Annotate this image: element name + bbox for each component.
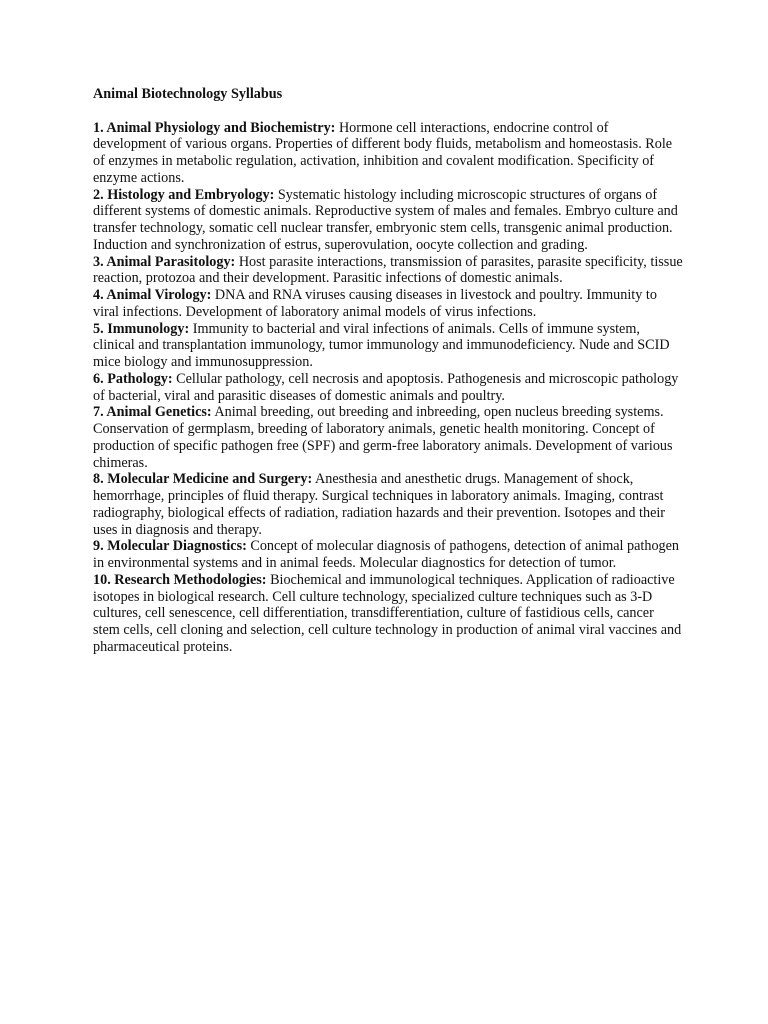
section-text: Animal breeding, out breeding and inbreeding, open nucleus breeding systems. Conservation of germplasm, breeding of laboratory animals, genetic health monitoring. Concept of production of specific pathogen free (SPF) and germ-free laboratory animals. Development of various chimeras. bbox=[93, 404, 673, 471]
section-heading: 6. Pathology: bbox=[93, 370, 173, 387]
document-page bbox=[93, 86, 683, 656]
section-text: Anesthesia and anesthetic drugs. Management of shock, hemorrhage, principles of fluid therapy. Surgical techniques in laboratory animals. Imaging, contrast radiography, biological effects of radiation, radiation hazards and their prevention. Isotopes and their uses in diagnosis and therapy. bbox=[93, 471, 666, 538]
document-title: Animal Biotechnology Syllabus bbox=[93, 86, 283, 102]
section-heading: 5. Immunology: bbox=[93, 320, 190, 337]
section-text: Host parasite interactions, transmission of parasites, parasite specificity, tissue reaction, protozoa and their development. Parasitic infections of domestic animals. bbox=[93, 253, 683, 287]
syllabus-section-7 bbox=[93, 404, 683, 471]
section-text: Concept of molecular diagnosis of pathogens, detection of animal pathogen in environmental systems and in animal feeds. Molecular diagnostics for detection of tumor. bbox=[93, 538, 680, 571]
section-heading: 4. Animal Virology: bbox=[93, 287, 212, 303]
syllabus-section-8 bbox=[93, 471, 683, 538]
section-text: DNA and RNA viruses causing diseases in livestock and poultry. Immunity to viral infections. Development of laboratory animal models of virus infections. bbox=[93, 287, 657, 320]
syllabus-section-9 bbox=[93, 538, 683, 572]
section-heading: 1. Animal Physiology and Biochemistry: bbox=[93, 119, 336, 136]
section-text: Systematic histology including microscopic structures of organs of different systems of domestic animals. Reproductive system of males and females. Embryo culture and transfer technology, somatic cell nuclear transfer, embryonic stem cells, transgenic animal production. Induction and synchronization of estrus, superovulation, oocyte collection and grading. bbox=[93, 186, 678, 253]
section-text: Cellular pathology, cell necrosis and apoptosis. Pathogenesis and microscopic pathology of bacterial, viral and parasitic diseases of domestic animals and poultry. bbox=[93, 370, 679, 404]
section-heading: 7. Animal Genetics: bbox=[93, 404, 212, 421]
section-text: Hormone cell interactions, endocrine control of development of various organs. Properties of different body fluids, metabolism and homeostasis. Role of enzymes in metabolic regulation, activation, inhibition and covalent modification. Specificity of enzyme actions. bbox=[93, 119, 673, 186]
syllabus-section-4 bbox=[93, 287, 683, 321]
section-heading: 8. Molecular Medicine and Surgery: bbox=[93, 471, 313, 488]
section-heading: 3. Animal Parasitology: bbox=[93, 253, 236, 270]
section-heading: 10. Research Methodologies: bbox=[93, 571, 267, 588]
syllabus-section-10 bbox=[93, 572, 683, 656]
syllabus-section-6 bbox=[93, 371, 683, 405]
section-text: Immunity to bacterial and viral infections of animals. Cells of immune system, clinical and transplantation immunology, tumor immunology and immunodeficiency. Nude and SCID mice biology and immunosuppression. bbox=[93, 320, 670, 370]
syllabus-section-5 bbox=[93, 321, 683, 371]
section-heading: 2. Histology and Embryology: bbox=[93, 186, 275, 203]
syllabus-section-1 bbox=[93, 120, 683, 187]
section-heading: 9. Molecular Diagnostics: bbox=[93, 538, 247, 555]
syllabus-section-2 bbox=[93, 187, 683, 254]
section-text: Biochemical and immunological techniques. Application of radioactive isotopes in biological research. Cell culture technology, specialized culture techniques such as 3-D cultures, cell senescence, cell differentiation, transdifferentiation, culture of fastidious cells, cancer stem cells, cell cloning and selection, cell culture technology in production of animal viral vaccines and pharmaceutical proteins. bbox=[93, 571, 682, 655]
syllabus-section-3 bbox=[93, 254, 683, 288]
